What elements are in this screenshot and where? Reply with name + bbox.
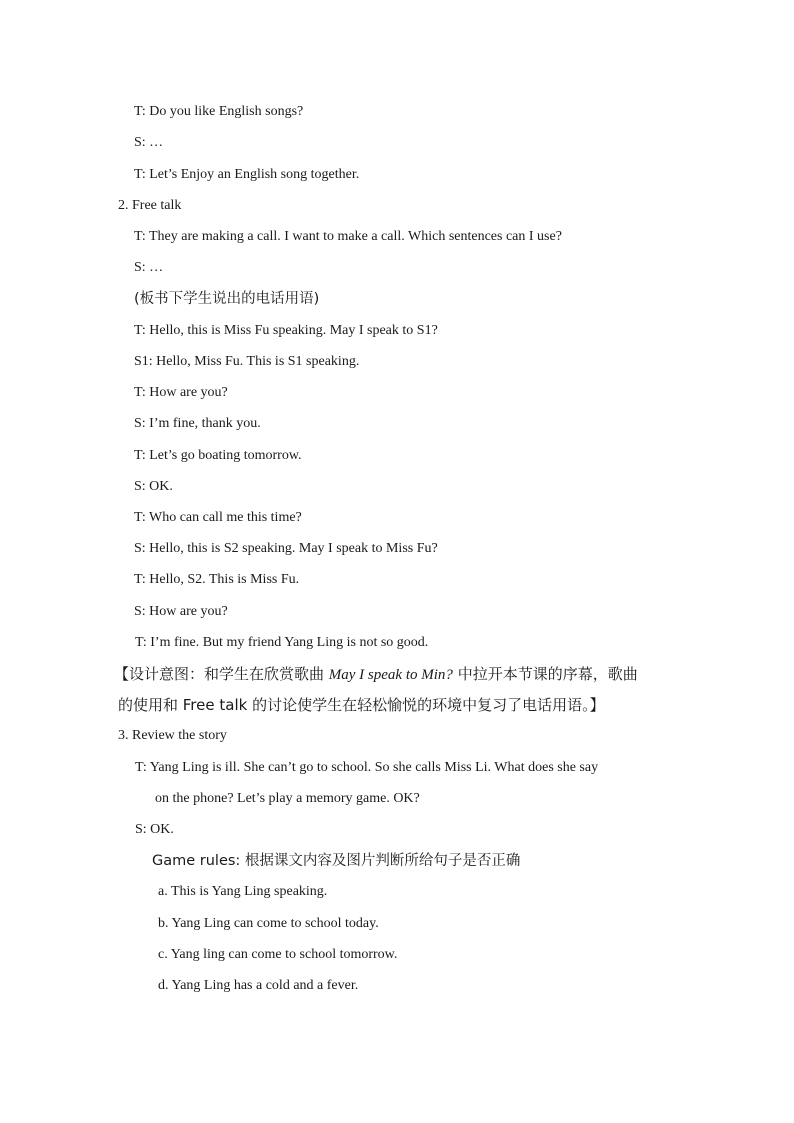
text-line: T: They are making a call. I want to make a call. Which sentences can I use? [134, 229, 562, 244]
design-intent-line [114, 664, 638, 685]
text-line: S: Hello, this is S2 speaking. May I speak to Miss Fu? [134, 541, 438, 556]
text-line: T: Who can call me this time? [134, 510, 302, 525]
text-line: T: Let’s go boating tomorrow. [134, 448, 302, 463]
text-line: T: Yang Ling is ill. She can’t go to school. So she calls Miss Li. What does she say [135, 760, 599, 775]
text-line: S: … [134, 135, 164, 150]
section-heading: 3. Review the story [118, 728, 227, 743]
text-line: T: Hello, this is Miss Fu speaking. May I speak to S1? [134, 323, 438, 338]
game-rules: Game rules: 根据课文内容及图片判断所给句子是否正确 [152, 853, 521, 869]
text-line: S: I’m fine, thank you. [134, 416, 261, 431]
text-line: T: Let’s Enjoy an English song together. [134, 167, 360, 182]
text-line: T: I’m fine. But my friend Yang Ling is not so good. [135, 635, 429, 650]
text-line: S1: Hello, Miss Fu. This is S1 speaking. [134, 354, 360, 369]
section-heading: 2. Free talk [118, 198, 182, 213]
text-line: S: … [134, 260, 164, 275]
list-item: d. Yang Ling has a cold and a fever. [158, 978, 359, 993]
text-line: S: OK. [135, 822, 174, 837]
list-item: a. This is Yang Ling speaking. [158, 884, 328, 899]
design-intent-suffix: 中拉开本节课的序幕，歌曲 [452, 665, 638, 683]
design-intent-prefix: 【设计意图：和学生在欣赏歌曲 [114, 665, 329, 683]
design-intent-line-2: 的使用和 Free talk 的讨论使学生在轻松愉悦的环境中复习了电话用语。】 [118, 696, 605, 714]
list-item: c. Yang ling can come to school tomorrow. [158, 947, 398, 962]
text-line: S: OK. [134, 479, 173, 494]
list-item: b. Yang Ling can come to school today. [158, 916, 379, 931]
text-line: (板书下学生说出的电话用语) [134, 291, 320, 307]
text-line: T: How are you? [134, 385, 228, 400]
text-line: T: Do you like English songs? [134, 104, 304, 119]
text-line: on the phone? Let’s play a memory game. OK? [155, 791, 420, 806]
text-line: S: How are you? [134, 604, 228, 619]
song-title: May I speak to Min? [328, 667, 453, 683]
text-line: T: Hello, S2. This is Miss Fu. [134, 572, 300, 587]
